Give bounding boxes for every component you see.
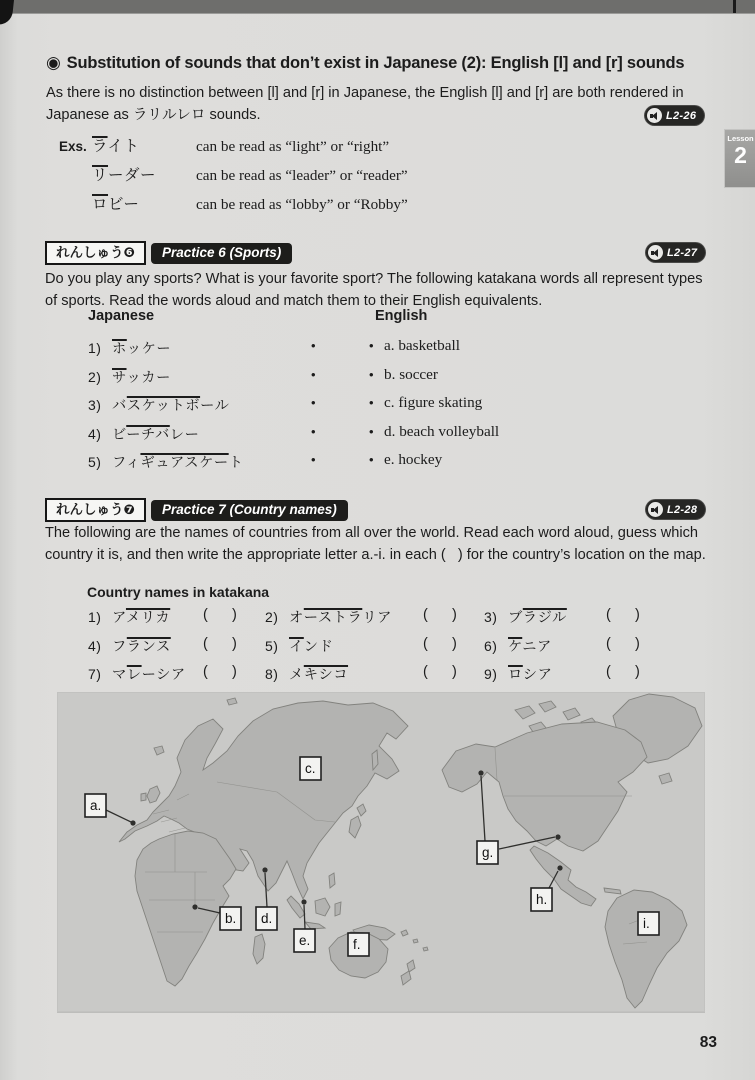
match-dot-left: • [311, 338, 316, 353]
katakana-word: ライト [92, 138, 140, 155]
landmass-japan-south [349, 816, 361, 838]
landmass-japan [357, 804, 366, 816]
answer-slot: ( ) [423, 607, 457, 623]
landmass-svalbard [227, 698, 237, 705]
match-row [0, 391, 755, 420]
katakana-word: ロビー [92, 196, 140, 213]
map-label-d [256, 907, 277, 930]
speaker-icon [648, 245, 663, 260]
match-dot-right: • [369, 338, 374, 353]
svg-text:b.: b. [225, 911, 237, 926]
landmass-philippines [329, 873, 335, 888]
katakana-country: 8) メキシコ [265, 666, 349, 684]
section-title-text: Substitution of sounds that don’t exist in Japanese (2): English [l] and [r] sounds [66, 54, 685, 72]
country-row [0, 603, 755, 632]
answer-slot: ( ) [606, 635, 640, 652]
scan-top-edge [0, 0, 755, 14]
map-label-e [294, 929, 315, 952]
map-label-g [477, 841, 498, 864]
english-option: d. beach volleyball [384, 422, 500, 440]
practice7-title: Practice 7 (Country names) [151, 500, 348, 521]
katakana-sport: 3) バスケットボール [88, 397, 230, 415]
answer-slot: ( ) [423, 635, 457, 652]
practice6-instructions: Do you play any sports? What is your favorite sport? The following katakana words all represent types of sports. Read the words aloud and match them to their English equivalents. [45, 271, 703, 309]
practice7-tag-jp: れんしゅう❼ [45, 498, 146, 522]
match-dot-right: • [369, 452, 374, 468]
scan-corner-mark [0, 0, 15, 26]
english-option: c. figure skating [384, 394, 483, 412]
landmass-new-zealand-south [401, 971, 411, 985]
katakana-country: 9) ロシア [484, 666, 553, 684]
katakana-word: リーダー [92, 167, 157, 184]
speaker-icon [647, 108, 662, 123]
katakana-country: 6) ケニア [484, 637, 552, 655]
match-dot-right: • [369, 366, 374, 382]
katakana-country: 2) オーストラリア [265, 609, 392, 626]
map-label-f [348, 933, 369, 956]
country-name-list [0, 603, 755, 689]
katakana-country: 7) マレーシア [88, 666, 186, 684]
match-dot-right: • [369, 423, 374, 439]
practice6-title: Practice 6 (Sports) [151, 243, 292, 264]
example-reading: can be read as “lobby” or “Robby” [196, 196, 408, 213]
example-reading: can be read as “light” or “right” [196, 138, 390, 155]
answer-slot: ( ) [203, 607, 237, 623]
examples-block [59, 134, 699, 221]
match-row [0, 420, 755, 449]
audio-track-label: L2-26 [666, 109, 697, 122]
match-dot-right: • [369, 395, 374, 411]
landmass-borneo [315, 898, 330, 916]
example-row [59, 192, 699, 221]
english-option: b. soccer [384, 365, 438, 383]
exs-label: Exs. [59, 139, 87, 154]
match-row [0, 363, 755, 392]
world-map-svg [57, 692, 705, 1012]
country-list-subheading: Country names in katakana [87, 584, 270, 600]
landmass-south-america [605, 890, 687, 1008]
landmass-north-america [442, 722, 647, 851]
map-label-b [220, 907, 241, 930]
audio-badge-l2-26 [645, 106, 704, 125]
landmass-british-isles [147, 786, 160, 803]
landmass-iceland-east [659, 773, 672, 784]
fisheye-bullet-icon: ◉ [46, 53, 61, 72]
practice6-header [45, 241, 292, 265]
speaker-icon [648, 502, 663, 517]
example-reading: can be read as “leader” or “reader” [196, 167, 408, 184]
column-header-japanese: Japanese [88, 308, 155, 324]
match-dot-left: • [311, 423, 316, 439]
practice6-tag-jp: れんしゅう❻ [45, 241, 146, 265]
example-row [59, 134, 699, 163]
map-label-h [531, 888, 552, 911]
intro-paragraph: As there is no distinction between [l] and [r] in Japanese, the English [l] and [r] are both rendered in Japanese as ラリルレロ sounds. [46, 85, 684, 123]
svg-text:d.: d. [261, 911, 273, 926]
svg-text:c.: c. [305, 761, 316, 776]
landmass-iceland [154, 746, 164, 755]
landmass-ireland [141, 793, 146, 801]
audio-track-label: L2-28 [667, 503, 698, 516]
landmass-new-zealand [407, 960, 415, 972]
scan-mark [733, 0, 736, 13]
map-label-i [638, 912, 659, 935]
lesson-tab-label: Lesson [727, 134, 754, 143]
answer-slot: ( ) [606, 664, 640, 681]
match-dot-left: • [311, 395, 316, 411]
svg-text:f.: f. [353, 937, 361, 952]
katakana-country: 5) インド [265, 637, 334, 655]
map-label-a [85, 794, 106, 817]
katakana-sport: 5) フィギュアスケート [88, 454, 244, 472]
svg-text:i.: i. [643, 916, 650, 931]
example-row [59, 163, 699, 192]
svg-text:e.: e. [299, 933, 311, 948]
lesson-tab-number: 2 [734, 142, 747, 168]
country-row [0, 660, 755, 689]
page-number: 83 [699, 1034, 717, 1051]
landmass-madagascar [253, 934, 265, 964]
svg-text:g.: g. [482, 845, 494, 860]
english-option: e. hockey [384, 451, 443, 469]
landmass-sumatra [287, 896, 305, 918]
answer-slot: ( ) [423, 664, 457, 681]
landmass-sulawesi [335, 902, 341, 916]
lesson-tab [724, 129, 755, 188]
answer-slot: ( ) [203, 664, 237, 681]
audio-badge-l2-28 [646, 500, 705, 519]
match-row [0, 334, 755, 363]
column-header-english: English [375, 308, 428, 324]
match-dot-left: • [311, 452, 316, 468]
katakana-country: 4) フランス [88, 637, 171, 655]
svg-text:a.: a. [90, 798, 102, 813]
svg-text:h.: h. [536, 892, 548, 907]
map-label-c [300, 757, 321, 780]
audio-badge-l2-27 [646, 243, 705, 262]
practice7-instructions: The following are the names of countries from all over the world. Read each word aloud, guess which country it is, and then write the appropriate letter a.-i. in each ( ) for the country’s location on the map. [45, 525, 706, 563]
audio-track-label: L2-27 [667, 246, 698, 259]
answer-slot: ( ) [203, 635, 237, 652]
practice7-header [45, 498, 348, 522]
match-row [0, 448, 755, 477]
section-title [46, 53, 726, 73]
country-row [0, 632, 755, 661]
landmass-pacific-islands [401, 930, 428, 951]
match-dot-left: • [311, 366, 316, 382]
world-map [57, 692, 705, 1012]
katakana-sport: 4) ビーチバレー [88, 425, 200, 443]
katakana-country: 3) ブラジル [484, 609, 567, 626]
answer-slot: ( ) [606, 607, 640, 623]
katakana-sport: 2) サッカー [88, 368, 171, 386]
landmass-java [305, 922, 325, 929]
katakana-sport: 1) ホッケー [88, 340, 172, 357]
english-option: a. basketball [384, 337, 460, 354]
katakana-country: 1) アメリカ [88, 609, 171, 626]
